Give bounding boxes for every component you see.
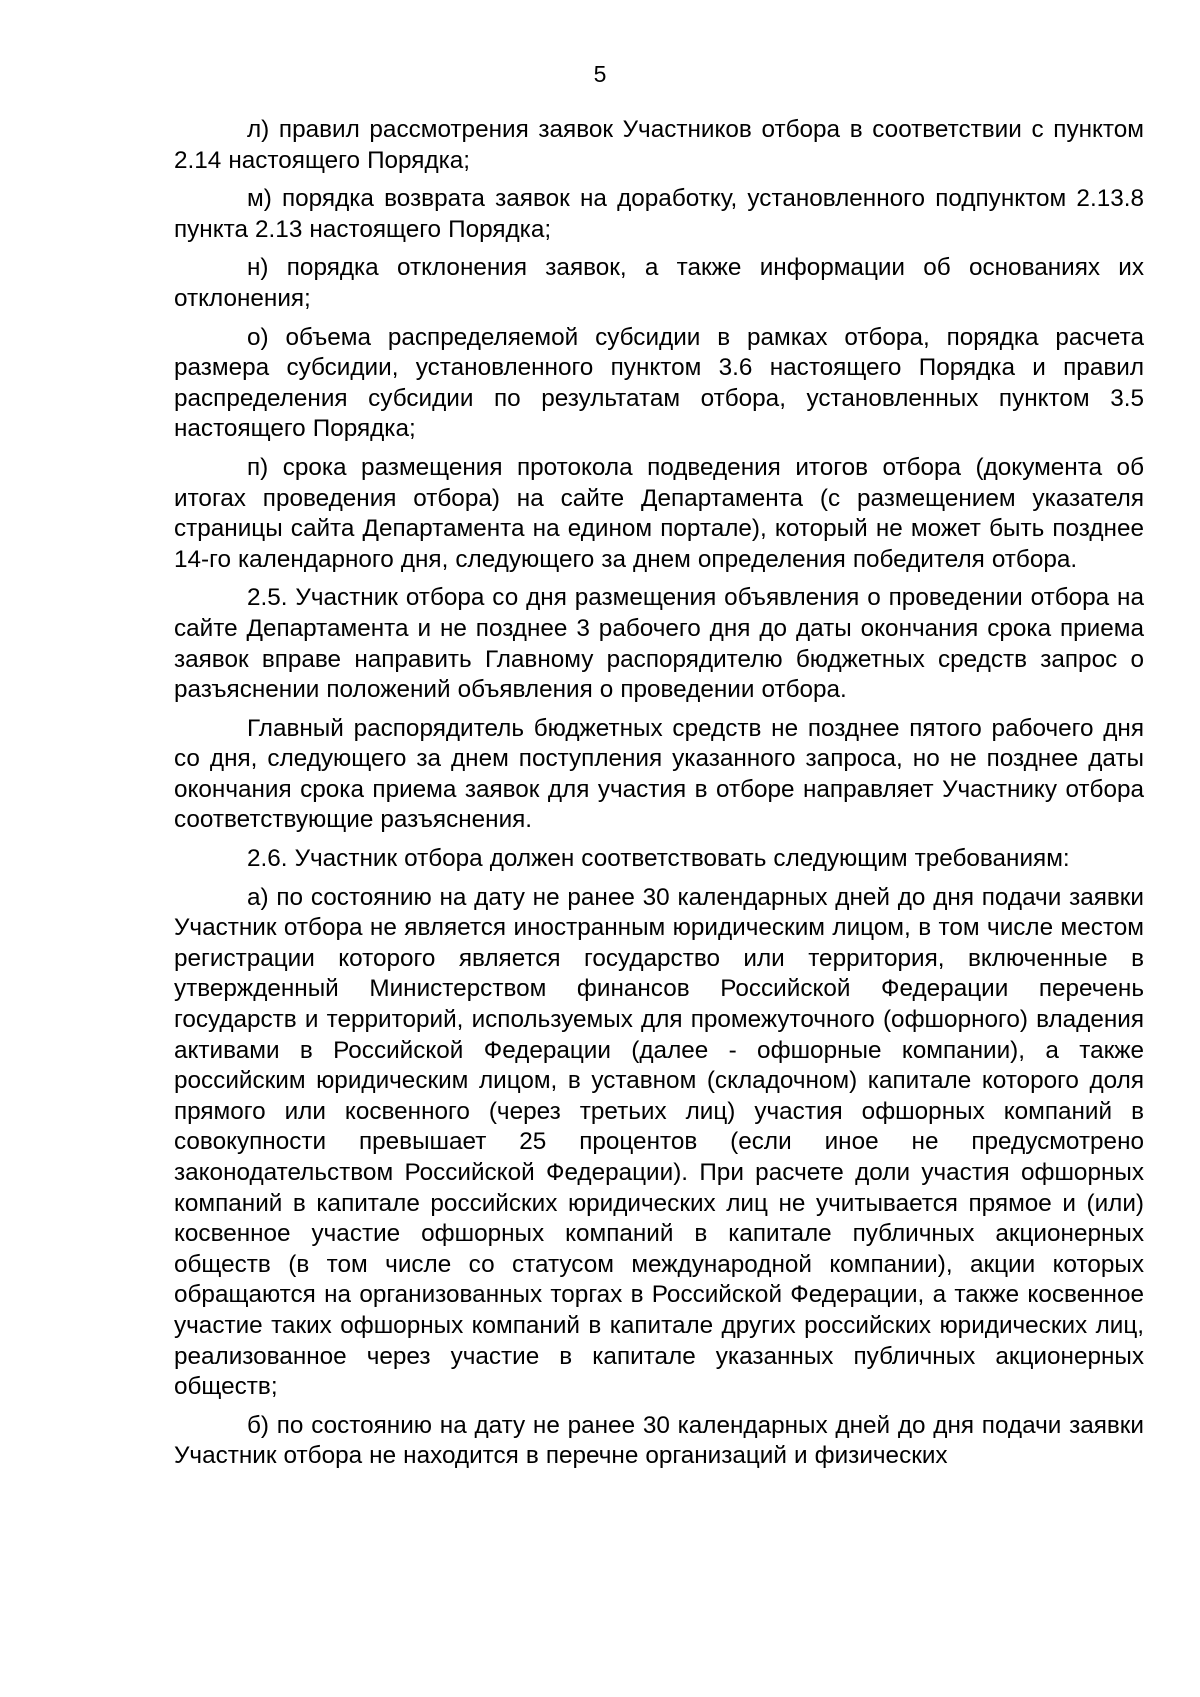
- paragraph-b: б) по состоянию на дату не ранее 30 календарных дней до дня подачи заявки Участник отбора не находится в перечне организаций и физических: [174, 1411, 1144, 1470]
- paragraph-m: м) порядка возврата заявок на доработку, установленного подпунктом 2.13.8 пункта 2.13 настоящего Порядка;: [174, 185, 1144, 243]
- paragraph-2-5: 2.5. Участник отбора со дня размещения объявления о проведении отбора на сайте Департамента и не позднее 3 рабочего дня до даты окончания срока приема заявок вправе направить Главному распорядителю бюджетных средств запрос о разъяснении положений объявления о проведении отбора.: [174, 584, 1144, 704]
- paragraph-l: л) правил рассмотрения заявок Участников отбора в соответствии с пунктом 2.14 настоящего Порядка;: [174, 116, 1144, 174]
- paragraph-n: н) порядка отклонения заявок, а также информации об основаниях их отклонения;: [174, 254, 1144, 312]
- paragraph-o: о) объема распределяемой субсидии в рамках отбора, порядка расчета размера субсидии, установленного пунктом 3.6 настоящего Порядка и правил распределения субсидии по результатам отбора, установленных пунктом 3.5 настоящего Порядка;: [174, 323, 1144, 443]
- paragraph-a: а) по состоянию на дату не ранее 30 календарных дней до дня подачи заявки Участник отбора не является иностранным юридическим лицом, в том числе местом регистрации которого является государство или территория, включенные в утвержденный Министерством финансов Российской Федерации перечень государств и территорий, используемых для промежуточного (офшорного) владения активами в Российской Федерации (далее - офшорные компании), а также российским юридическим лицом, в уставном (складочном) капитале которого доля прямого или косвенного (через третьих лиц) участия офшорных компаний в совокупности превышает 25 процентов (если иное не предусмотрено законодательством Российской Федерации). При расчете доли участия офшорных компаний в капитале российских юридических лиц не учитывается прямое и (или) косвенное участие офшорных компаний в капитале публичных акционерных обществ (в том числе со статусом международной компании), акции которых обращаются на организованных торгах в Российской Федерации, а также косвенное участие таких офшорных компаний в капитале других российских юридических лиц, реализованное через участие в капитале указанных публичных акционерных обществ;: [174, 883, 1144, 1401]
- paragraph-2-6: 2.6. Участник отбора должен соответствовать следующим требованиям:: [247, 845, 1070, 873]
- paragraph-clarification: Главный распорядитель бюджетных средств не позднее пятого рабочего дня со дня, следующего за днем поступления указанного запроса, но не позднее даты окончания срока приема заявок для участия в отборе направляет Участнику отбора соответствующие разъяснения.: [174, 714, 1144, 834]
- page-number: 5: [593, 61, 607, 87]
- paragraph-p: п) срока размещения протокола подведения итогов отбора (документа об итогах проведения отбора) на сайте Департамента (с размещением указателя страницы сайта Департамента на едином портале), который не может быть позднее 14-го календарного дня, следующего за днем определения победителя отбора.: [174, 453, 1144, 573]
- document-body: [174, 115, 1144, 1478]
